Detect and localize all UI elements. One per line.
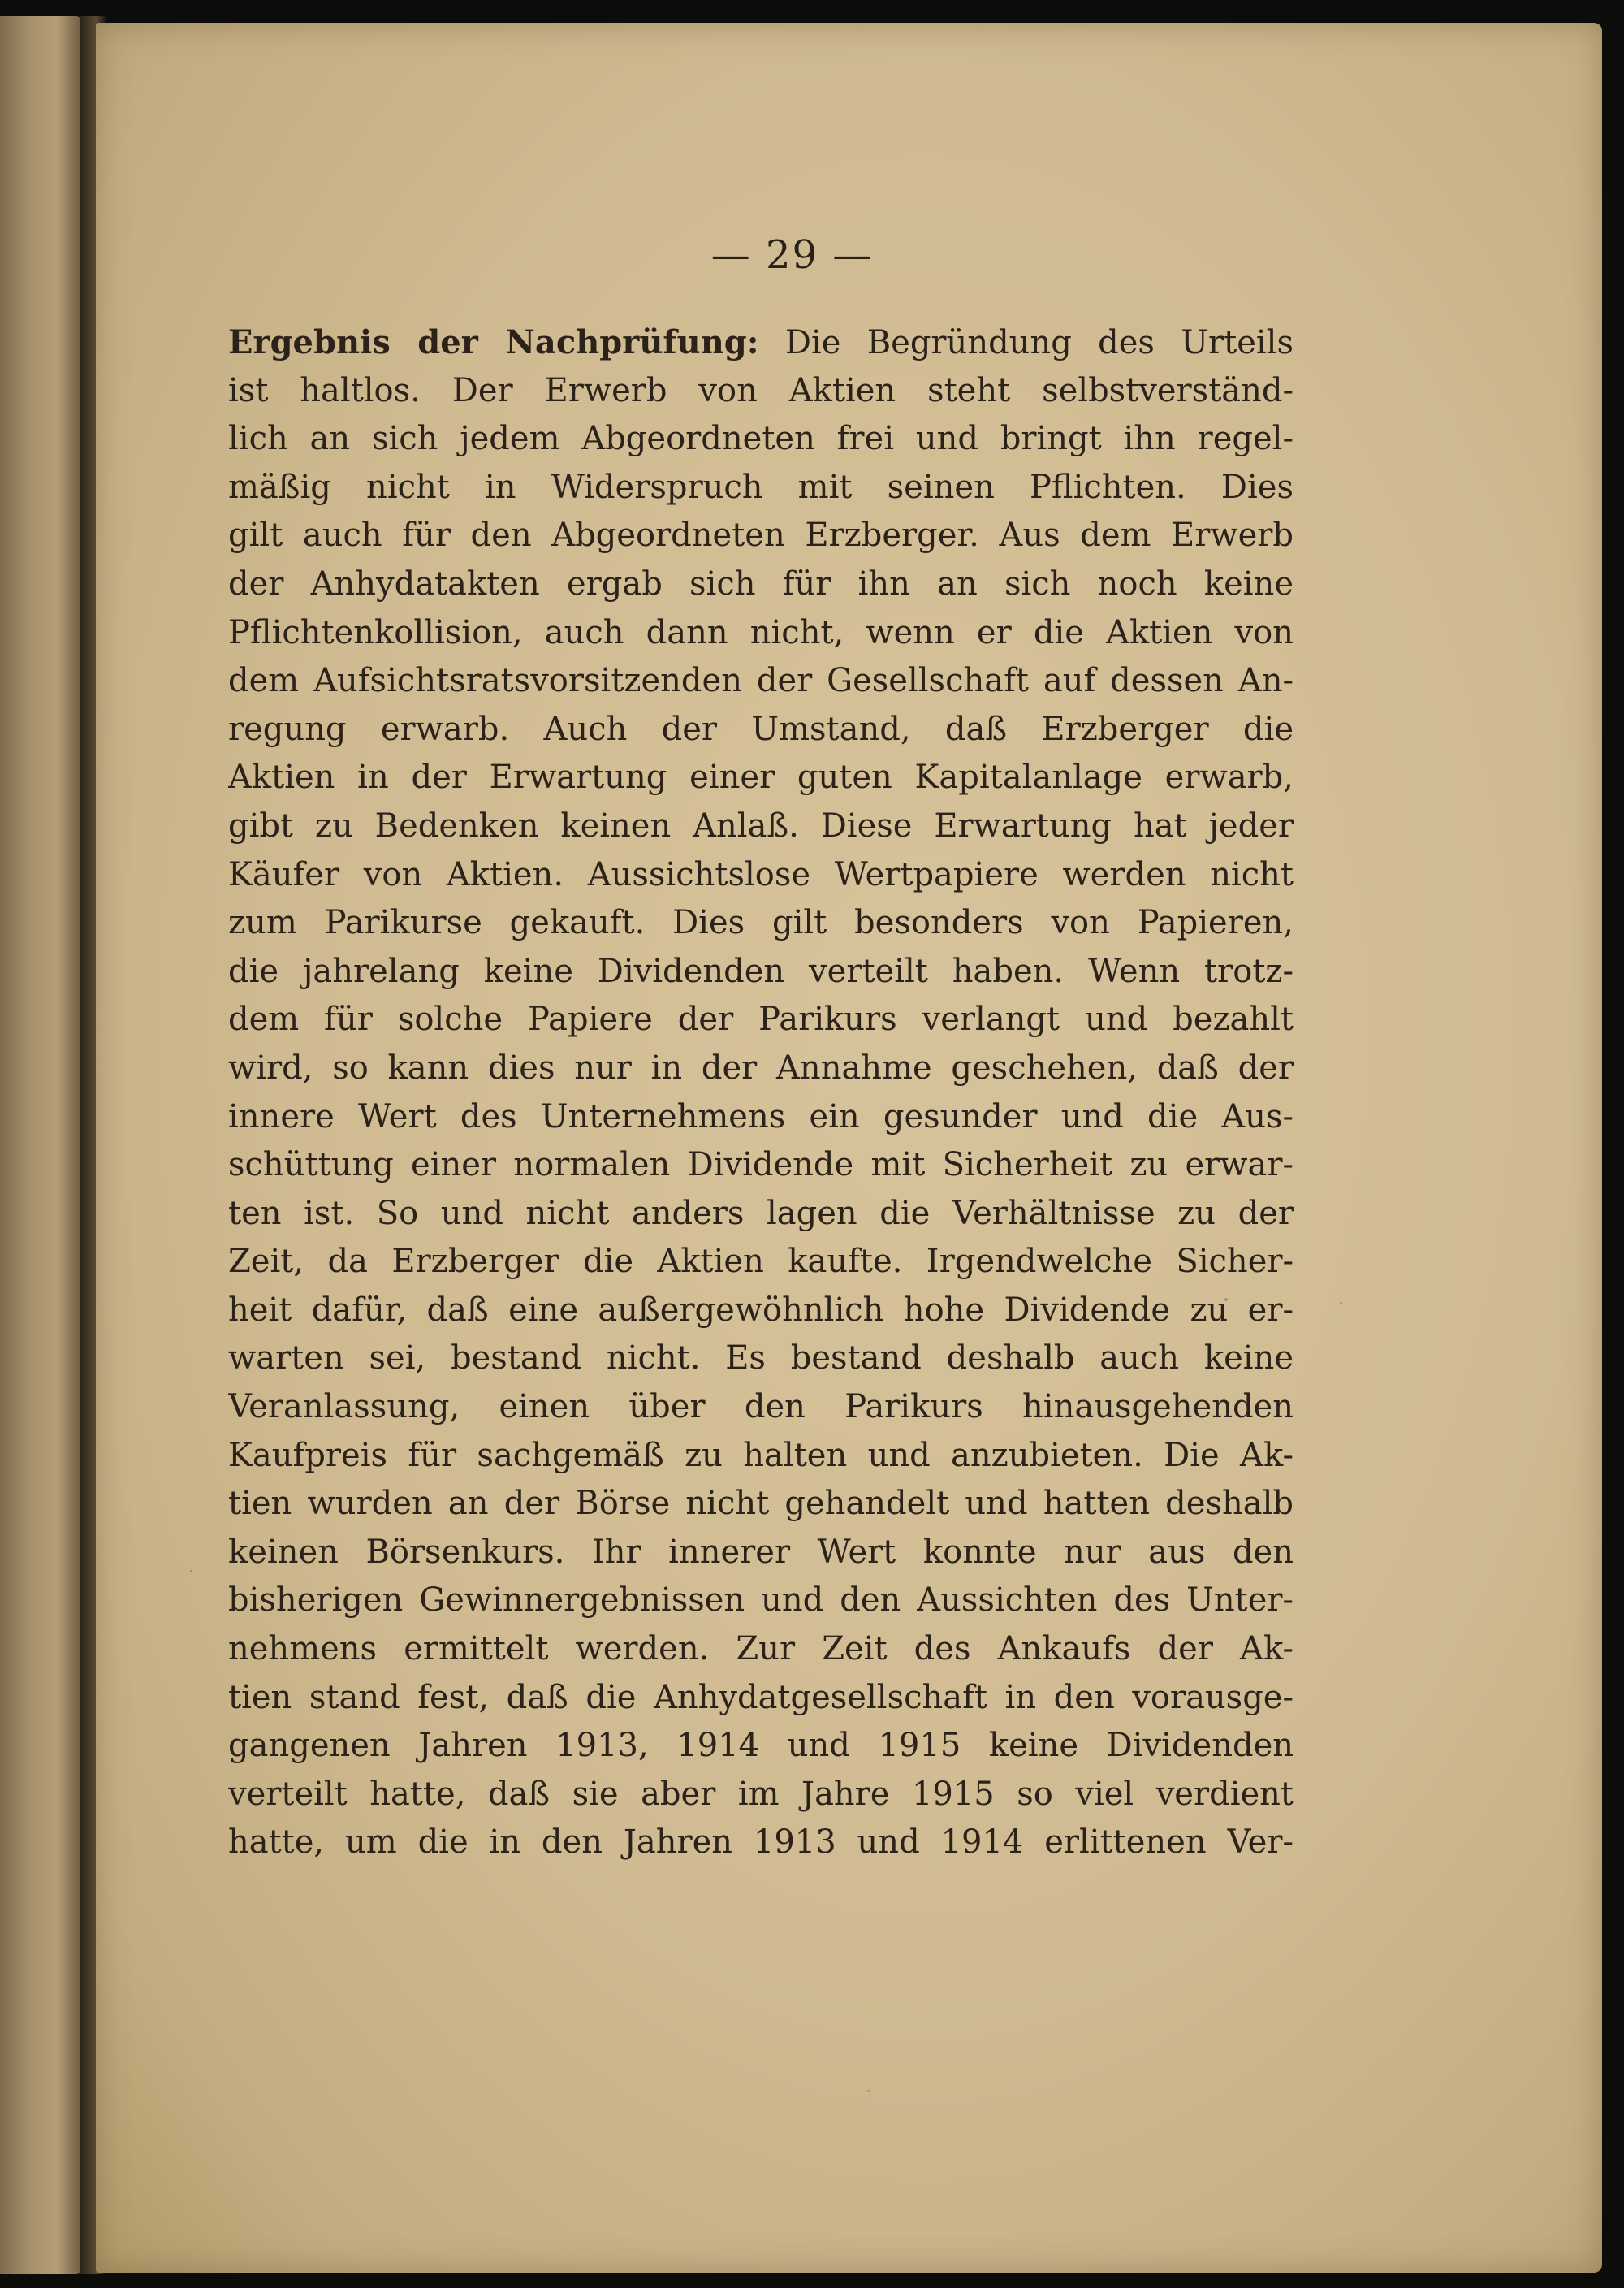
text-line: nehmens ermittelt werden. Zur Zeit des Ankaufs der Ak- (228, 1630, 1294, 1668)
text-line: Veranlassung, einen über den Parikurs hinausgehenden (228, 1388, 1294, 1426)
text-line: verteilt hatte, daß sie aber im Jahre 1915 so viel verdient (228, 1775, 1294, 1813)
text-line: ten ist. So und nicht anders lagen die Verhältnisse zu der (228, 1194, 1294, 1232)
text-line: der Anhydatakten ergab sich für ihn an sich noch keine (228, 564, 1294, 603)
text-line: gilt auch für den Abgeordneten Erzberger. Aus dem Erwerb (228, 517, 1294, 555)
text-line: bisherigen Gewinnergebnissen und den Aussichten des Unter- (228, 1581, 1294, 1620)
text-line: lich an sich jedem Abgeordneten frei und bringt ihn regel- (228, 420, 1294, 458)
text-line: heit dafür, daß eine außergewöhnlich hohe Dividende zu er- (228, 1291, 1294, 1329)
paper-speck (867, 2090, 870, 2092)
text-line: hatte, um die in den Jahren 1913 und 1914 erlittenen Ver- (228, 1823, 1294, 1862)
text-line: schüttung einer normalen Dividende mit Sicherheit zu erwar- (228, 1146, 1294, 1184)
text-line: warten sei, bestand nicht. Es bestand deshalb auch keine (228, 1339, 1294, 1378)
text-line: die jahrelang keine Dividenden verteilt haben. Wenn trotz- (228, 952, 1294, 990)
previous-page-edge (0, 16, 81, 2274)
paper-speck (190, 1570, 192, 1572)
text-line: Kaufpreis für sachgemäß zu halten und anzubieten. Die Ak- (228, 1436, 1294, 1474)
text-line-content: Die Begründung des Urteils (784, 324, 1294, 361)
text-line: Aktien in der Erwartung einer guten Kapitalanlage erwarb, (228, 759, 1294, 797)
text-line: regung erwarb. Auch der Umstand, daß Erzberger die (228, 710, 1294, 748)
text-line: tien stand fest, daß die Anhydatgesellschaft in den vorausge- (228, 1678, 1294, 1716)
text-line: Zeit, da Erzberger die Aktien kaufte. Irgendwelche Sicher- (228, 1243, 1294, 1281)
text-line: gibt zu Bedenken keinen Anlaß. Diese Erwartung hat jeder (228, 807, 1294, 845)
text-line: dem Aufsichtsratsvorsitzenden der Gesellschaft auf dessen An- (228, 662, 1294, 700)
text-line: innere Wert des Unternehmens ein gesunder und die Aus- (228, 1097, 1294, 1135)
text-line: zum Parikurse gekauft. Dies gilt besonders von Papieren, (228, 904, 1294, 942)
text-line: gangenen Jahren 1913, 1914 und 1915 keine Dividenden (228, 1727, 1294, 1765)
text-line: tien wurden an der Börse nicht gehandelt und hatten deshalb (228, 1485, 1294, 1523)
text-line (228, 318, 1294, 367)
section-lead: Ergebnis der Nachprüfung: (228, 323, 759, 361)
text-line: dem für solche Papiere der Parikurs verlangt und bezahlt (228, 1001, 1294, 1039)
text-line: Käufer von Aktien. Aussichtslose Wertpapiere werden nicht (228, 855, 1294, 893)
text-line: keinen Börsenkurs. Ihr innerer Wert konnte nur aus den (228, 1533, 1294, 1571)
text-line: ist haltlos. Der Erwerb von Aktien steht selbstverständ- (228, 371, 1294, 409)
book-page (96, 23, 1602, 2273)
text-line: Pflichtenkollision, auch dann nicht, wenn er die Aktien von (228, 613, 1294, 651)
paper-speck (1340, 1302, 1342, 1304)
text-line: mäßig nicht in Widerspruch mit seinen Pflichten. Dies (228, 468, 1294, 506)
page-number: — 29 — (710, 232, 874, 278)
text-line: wird, so kann dies nur in der Annahme geschehen, daß der (228, 1049, 1294, 1087)
body-text (228, 318, 1294, 1867)
